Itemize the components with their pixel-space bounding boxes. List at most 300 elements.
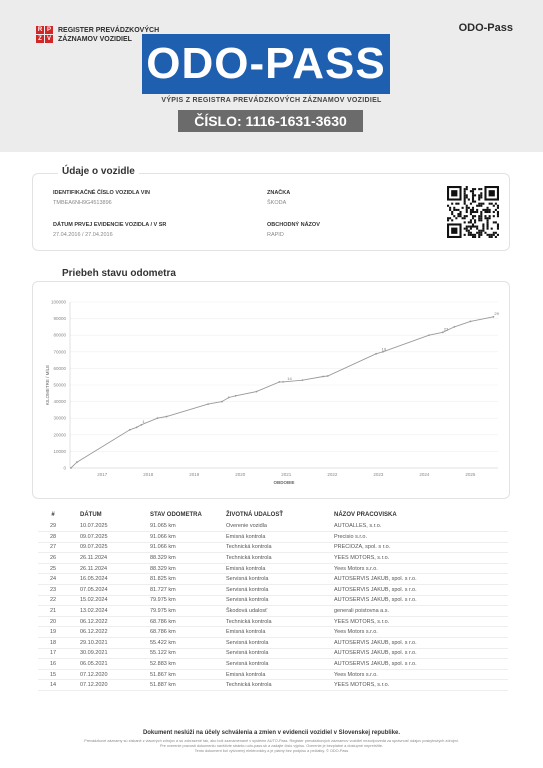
qr-module xyxy=(474,211,476,213)
cell-odometer: 55.122 km xyxy=(138,648,218,659)
qr-module xyxy=(484,217,486,219)
y-tick-label: 0 xyxy=(63,465,66,471)
col-header-event: ŽIVOTNÁ UDALOSŤ xyxy=(226,512,283,518)
table-row xyxy=(38,542,508,553)
qr-module xyxy=(484,215,486,217)
qr-module xyxy=(487,219,489,221)
cell-number: 16 xyxy=(38,659,68,670)
cell-workshop: Yees Motors s.r.o. xyxy=(308,563,508,574)
cell-number: 29 xyxy=(38,521,68,532)
cell-workshop: Yees Motors s.r.o. xyxy=(308,627,508,638)
qr-module xyxy=(466,211,468,213)
cell-number: 22 xyxy=(38,595,68,606)
y-axis-label: KILOMETRE / MÍLE xyxy=(45,364,50,406)
qr-module xyxy=(474,221,476,223)
qr-module xyxy=(476,209,478,211)
qr-module xyxy=(478,217,480,219)
qr-module xyxy=(447,205,449,207)
cell-date: 06.05.2021 xyxy=(68,659,138,670)
vehicle-card xyxy=(32,173,510,251)
first-registration-label: DÁTUM PRVEJ EVIDENCIE VOZIDLA / V SR xyxy=(53,222,167,228)
cell-date: 13.02.2024 xyxy=(68,606,138,617)
qr-module xyxy=(480,192,482,194)
odometer-line xyxy=(71,317,494,468)
cell-number: 14 xyxy=(38,680,68,691)
qr-module xyxy=(497,223,499,225)
table-row xyxy=(38,616,508,627)
cell-odometer: 68.786 km xyxy=(138,616,218,627)
x-tick-label: 2025 xyxy=(465,472,476,477)
cell-event: Servisná kontrola xyxy=(218,648,308,659)
cell-number: 20 xyxy=(38,616,68,627)
table-row xyxy=(38,521,508,532)
qr-module xyxy=(449,207,451,209)
qr-module xyxy=(459,213,461,215)
qr-module xyxy=(476,232,478,234)
qr-module xyxy=(451,219,453,221)
qr-module xyxy=(453,207,455,209)
qr-module xyxy=(468,232,470,234)
qr-module xyxy=(493,232,495,234)
cell-workshop: AUTOSERVIS JAKUB, spol. s r.o. xyxy=(308,585,508,596)
qr-module xyxy=(484,232,486,234)
x-tick-label: 2017 xyxy=(97,472,108,477)
table-row xyxy=(38,627,508,638)
qr-module xyxy=(472,217,474,219)
qr-module xyxy=(464,234,466,236)
document-subtitle: VÝPIS Z REGISTRA PREVÁDZKOVÝCH ZÁZNAMOV VOZIDIEL xyxy=(161,97,382,104)
qr-module xyxy=(489,209,491,211)
qr-module xyxy=(470,203,472,205)
y-tick-label: 70000 xyxy=(53,349,66,355)
qr-module xyxy=(480,188,482,190)
qr-module xyxy=(464,228,466,230)
cell-date: 29.10.2021 xyxy=(68,638,138,649)
cell-number: 27 xyxy=(38,542,68,553)
qr-module xyxy=(449,209,451,211)
qr-module xyxy=(478,188,480,190)
cell-event: Emisná kontrola xyxy=(218,669,308,680)
table-header-row xyxy=(38,509,508,521)
point-label: 19 xyxy=(381,346,387,352)
y-tick-label: 80000 xyxy=(53,332,66,338)
odometer-chart xyxy=(40,290,506,495)
y-tick-label: 100000 xyxy=(50,299,66,305)
cell-number: 26 xyxy=(38,553,68,564)
cell-event: Emisná kontrola xyxy=(218,563,308,574)
cell-event: Servisná kontrola xyxy=(218,638,308,649)
cell-odometer: 52.883 km xyxy=(138,659,218,670)
table-row xyxy=(38,553,508,564)
col-header-date: DÁTUM xyxy=(80,512,102,518)
cell-date: 07.12.2020 xyxy=(68,669,138,680)
qr-module xyxy=(482,203,484,205)
vehicle-section-title: Údaje o vozidle xyxy=(58,166,139,177)
footer-disclaimer: Dokument neslúži na účely schválenia a zmien v evidencii vozidiel v Slovenskej republike. xyxy=(142,730,401,736)
qr-module xyxy=(466,194,468,196)
cell-date: 07.05.2024 xyxy=(68,585,138,596)
table-row xyxy=(38,606,508,617)
qr-module xyxy=(472,192,474,194)
qr-module xyxy=(497,205,499,207)
cell-date: 09.07.2025 xyxy=(68,532,138,543)
qr-module xyxy=(472,209,474,211)
register-logo xyxy=(36,26,159,44)
cell-odometer: 79.975 km xyxy=(138,595,218,606)
qr-module xyxy=(464,217,466,219)
qr-module xyxy=(495,236,497,238)
qr-module xyxy=(489,190,495,196)
data-point xyxy=(375,353,377,355)
fine-print-line: Prevádzkové záznamy sú získané z viacerých zdrojov a sú zobrazené tak, ako boli zaznamenané v systéme AUTO-Pass. Register prevádzkových záznamov vozidiel nezodpovedá za správnosť údajov poskytnutých zdrojmi. xyxy=(84,739,459,743)
qr-module xyxy=(462,207,464,209)
qr-module xyxy=(472,194,474,196)
qr-module xyxy=(487,234,489,236)
cell-event: Servisná kontrola xyxy=(218,659,308,670)
qr-module xyxy=(482,209,484,211)
qr-module xyxy=(480,215,482,217)
qr-module xyxy=(468,221,470,223)
table-row xyxy=(38,574,508,585)
qr-module xyxy=(470,219,472,221)
qr-module xyxy=(468,198,470,200)
qr-module xyxy=(478,236,480,238)
cell-number: 25 xyxy=(38,563,68,574)
qr-module xyxy=(449,217,451,219)
cell-odometer: 88.329 km xyxy=(138,553,218,564)
cell-event: Emisná kontrola xyxy=(218,627,308,638)
logo-letter: V xyxy=(46,36,51,42)
document-number: ČÍSLO: 1116-1631-3630 xyxy=(178,110,363,132)
model-label: OBCHODNÝ NÁZOV xyxy=(267,222,320,228)
qr-module xyxy=(489,211,491,213)
cell-workshop: AUTOSERVIS JAKUB, spol. s r.o. xyxy=(308,659,508,670)
qr-module xyxy=(493,221,495,223)
qr-module xyxy=(482,223,484,225)
qr-module xyxy=(478,205,480,207)
qr-module xyxy=(464,221,466,223)
qr-module xyxy=(472,215,474,217)
cell-odometer: 91.066 km xyxy=(138,532,218,543)
cell-date: 10.07.2025 xyxy=(68,521,138,532)
qr-module xyxy=(476,226,478,228)
cell-date: 06.12.2022 xyxy=(68,616,138,627)
data-point xyxy=(492,316,494,318)
qr-module xyxy=(480,232,482,234)
data-point xyxy=(255,391,257,393)
data-point xyxy=(302,379,304,381)
x-axis-label: OBDOBIE xyxy=(273,480,295,485)
qr-module xyxy=(466,188,468,190)
data-point xyxy=(166,416,168,418)
cell-workshop: AUTOSERVIS JAKUB, spol. s r.o. xyxy=(308,648,508,659)
x-tick-label: 2019 xyxy=(189,472,200,477)
qr-module xyxy=(497,234,499,236)
col-header-number: # xyxy=(51,512,55,518)
qr-module xyxy=(497,213,499,215)
qr-module xyxy=(451,228,457,234)
qr-module xyxy=(480,196,482,198)
brand-logo-small xyxy=(459,22,513,34)
qr-module xyxy=(472,188,474,190)
qr-module xyxy=(491,203,493,205)
qr-module xyxy=(470,226,472,228)
qr-module xyxy=(466,226,468,228)
data-point xyxy=(442,331,444,333)
qr-module xyxy=(497,226,499,228)
qr-module xyxy=(480,230,482,232)
cell-workshop: YEES MOTORS, s.r.o. xyxy=(308,616,508,627)
cell-date: 15.02.2024 xyxy=(68,595,138,606)
cell-event: Technická kontrola xyxy=(218,616,308,627)
qr-module xyxy=(464,196,466,198)
qr-module xyxy=(482,230,484,232)
brand-value: ŠKODA xyxy=(267,200,287,206)
cell-date: 30.09.2021 xyxy=(68,648,138,659)
qr-module xyxy=(472,211,474,213)
qr-module xyxy=(459,211,461,213)
qr-module xyxy=(468,207,470,209)
qr-module xyxy=(447,217,449,219)
qr-module xyxy=(472,201,474,203)
data-point xyxy=(235,395,237,397)
x-tick-label: 2023 xyxy=(373,472,384,477)
data-point xyxy=(207,403,209,405)
qr-module xyxy=(489,215,491,217)
cell-workshop: AUTOSERVIS JAKUB, spol. s r.o. xyxy=(308,595,508,606)
cell-workshop: AUTOALLES, s.r.o. xyxy=(308,521,508,532)
qr-module xyxy=(480,234,482,236)
qr-module xyxy=(457,213,459,215)
table-row xyxy=(38,680,508,691)
table-row xyxy=(38,638,508,649)
qr-module xyxy=(457,209,459,211)
data-point xyxy=(228,397,230,399)
x-tick-label: 2024 xyxy=(419,472,430,477)
cell-event: Technická kontrola xyxy=(218,542,308,553)
qr-module xyxy=(455,209,457,211)
logo-letter: P xyxy=(46,27,51,33)
qr-module xyxy=(491,228,493,230)
odometer-section-title: Priebeh stavu odometra xyxy=(58,268,180,279)
qr-module xyxy=(478,219,480,221)
qr-module xyxy=(466,186,468,188)
table-row xyxy=(38,532,508,543)
qr-module xyxy=(480,213,482,215)
qr-module xyxy=(493,211,495,213)
qr-module xyxy=(478,230,480,232)
qr-module xyxy=(487,223,489,225)
qr-module xyxy=(495,209,497,211)
data-point xyxy=(428,334,430,336)
x-tick-label: 2020 xyxy=(235,472,246,477)
data-point xyxy=(327,375,329,377)
cell-workshop: YEES MOTORS, s.r.o. xyxy=(308,680,508,691)
cell-odometer: 51.887 km xyxy=(138,680,218,691)
fine-print-line: Pre overenie pravosti dokumentu navštívte stránku odo-pass.sk a zadajte číslo výpisu. Overenie je bezplatné a dostupné nepretržite. xyxy=(159,744,384,748)
data-point xyxy=(322,376,324,378)
qr-module xyxy=(480,219,482,221)
qr-module xyxy=(464,198,466,200)
qr-module xyxy=(466,230,468,232)
qr-module xyxy=(489,203,491,205)
register-line-2: ZÁZNAMOV VOZIDIEL xyxy=(58,36,132,43)
qr-module xyxy=(495,221,497,223)
cell-date: 26.11.2024 xyxy=(68,553,138,564)
data-point xyxy=(282,381,284,383)
data-point xyxy=(221,401,223,403)
y-tick-label: 50000 xyxy=(53,382,66,388)
data-point xyxy=(469,320,471,322)
qr-module xyxy=(453,209,455,211)
qr-module xyxy=(468,226,470,228)
qr-module xyxy=(487,221,489,223)
cell-event: Servisná kontrola xyxy=(218,595,308,606)
qr-module xyxy=(478,232,480,234)
data-point xyxy=(278,381,280,383)
cell-date: 16.05.2024 xyxy=(68,574,138,585)
data-point xyxy=(76,461,78,463)
qr-module xyxy=(451,203,453,205)
qr-module xyxy=(464,192,466,194)
cell-number: 23 xyxy=(38,585,68,596)
cell-number: 28 xyxy=(38,532,68,543)
qr-module xyxy=(480,217,482,219)
qr-module xyxy=(470,190,472,192)
data-point xyxy=(70,467,72,469)
qr-module xyxy=(482,228,484,230)
qr-module xyxy=(489,217,491,219)
cell-event: Servisná kontrola xyxy=(218,574,308,585)
qr-module xyxy=(470,232,472,234)
y-tick-label: 10000 xyxy=(53,448,66,454)
qr-module xyxy=(466,207,468,209)
qr-module xyxy=(451,213,453,215)
cell-odometer: 91.066 km xyxy=(138,542,218,553)
x-tick-label: 2018 xyxy=(143,472,154,477)
qr-module xyxy=(484,209,486,211)
qr-module xyxy=(480,203,482,205)
table-row xyxy=(38,648,508,659)
cell-workshop: YEES MOTORS, s.r.o. xyxy=(308,553,508,564)
col-header-workshop: NÁZOV PRACOVISKA xyxy=(334,512,397,518)
qr-module xyxy=(491,236,493,238)
qr-module xyxy=(468,234,470,236)
document-title: ODO-PASS xyxy=(142,34,390,94)
cell-event: Servisná kontrola xyxy=(218,585,308,596)
cell-workshop: Precisio s.r.o. xyxy=(308,532,508,543)
cell-event: Technická kontrola xyxy=(218,680,308,691)
x-tick-label: 2022 xyxy=(327,472,338,477)
qr-module xyxy=(470,234,472,236)
qr-module xyxy=(478,196,480,198)
data-point xyxy=(453,326,455,328)
qr-module xyxy=(480,194,482,196)
cell-workshop: generali poistovna a.s. xyxy=(308,606,508,617)
cell-odometer: 81.727 km xyxy=(138,585,218,596)
cell-odometer: 88.329 km xyxy=(138,563,218,574)
qr-module xyxy=(470,213,472,215)
qr-module xyxy=(464,190,466,192)
qr-module xyxy=(472,226,474,228)
cell-event: Technická kontrola xyxy=(218,553,308,564)
cell-odometer: 68.786 km xyxy=(138,627,218,638)
qr-module xyxy=(474,219,476,221)
y-tick-label: 30000 xyxy=(53,415,66,421)
qr-module xyxy=(466,196,468,198)
table-row xyxy=(38,659,508,670)
table-row xyxy=(38,669,508,680)
qr-module xyxy=(474,201,476,203)
qr-module xyxy=(472,196,474,198)
first-registration-value: 27.04.2016 / 27.04.2016 xyxy=(53,232,113,238)
qr-module xyxy=(489,234,491,236)
qr-module xyxy=(451,190,457,196)
qr-module xyxy=(476,211,478,213)
qr-module xyxy=(468,230,470,232)
cell-workshop: AUTOSERVIS JAKUB, spol. s r.o. xyxy=(308,574,508,585)
qr-module xyxy=(451,211,453,213)
qr-module xyxy=(470,209,472,211)
cell-odometer: 55.422 km xyxy=(138,638,218,649)
cell-date: 06.12.2022 xyxy=(68,627,138,638)
qr-code-icon xyxy=(447,186,499,238)
x-tick-label: 2021 xyxy=(281,472,292,477)
point-label: 14 xyxy=(287,375,292,381)
table-row xyxy=(38,595,508,606)
qr-module xyxy=(495,232,497,234)
qr-module xyxy=(476,228,478,230)
qr-module xyxy=(478,194,480,196)
logo-letter: R xyxy=(37,27,43,33)
cell-number: 17 xyxy=(38,648,68,659)
qr-module xyxy=(455,203,457,205)
qr-module xyxy=(457,203,459,205)
qr-module xyxy=(470,228,472,230)
qr-module xyxy=(478,198,480,200)
cell-odometer: 81.825 km xyxy=(138,574,218,585)
cell-odometer: 79.975 km xyxy=(138,606,218,617)
qr-module xyxy=(464,203,466,205)
point-label: 29 xyxy=(494,310,499,316)
qr-module xyxy=(466,215,468,217)
qr-module xyxy=(493,205,495,207)
qr-module xyxy=(487,209,489,211)
qr-module xyxy=(478,234,480,236)
qr-module xyxy=(470,211,472,213)
cell-workshop: AUTOSERVIS JAKUB, spol. s r.o. xyxy=(308,638,508,649)
qr-module xyxy=(497,215,499,217)
qr-module xyxy=(474,236,476,238)
col-header-odometer: STAV ODOMETRA xyxy=(150,512,202,518)
qr-module xyxy=(472,223,474,225)
qr-module xyxy=(474,234,476,236)
qr-module xyxy=(489,236,491,238)
cell-number: 24 xyxy=(38,574,68,585)
table-row xyxy=(38,585,508,596)
cell-workshop: PRECIOZA, spol. s r.o. xyxy=(308,542,508,553)
qr-module xyxy=(493,234,495,236)
cell-number: 19 xyxy=(38,627,68,638)
data-point xyxy=(140,424,142,426)
fine-print-line: Tento dokument bol vytvorený elektronicky a je platný bez podpisu a pečiatky. © ODO-Pass xyxy=(194,749,349,753)
brand-label: ZNAČKA xyxy=(267,190,291,196)
y-tick-label: 40000 xyxy=(53,399,66,405)
cell-odometer: 51.867 km xyxy=(138,669,218,680)
qr-module xyxy=(472,207,474,209)
qr-module xyxy=(466,228,468,230)
data-point xyxy=(129,429,131,431)
